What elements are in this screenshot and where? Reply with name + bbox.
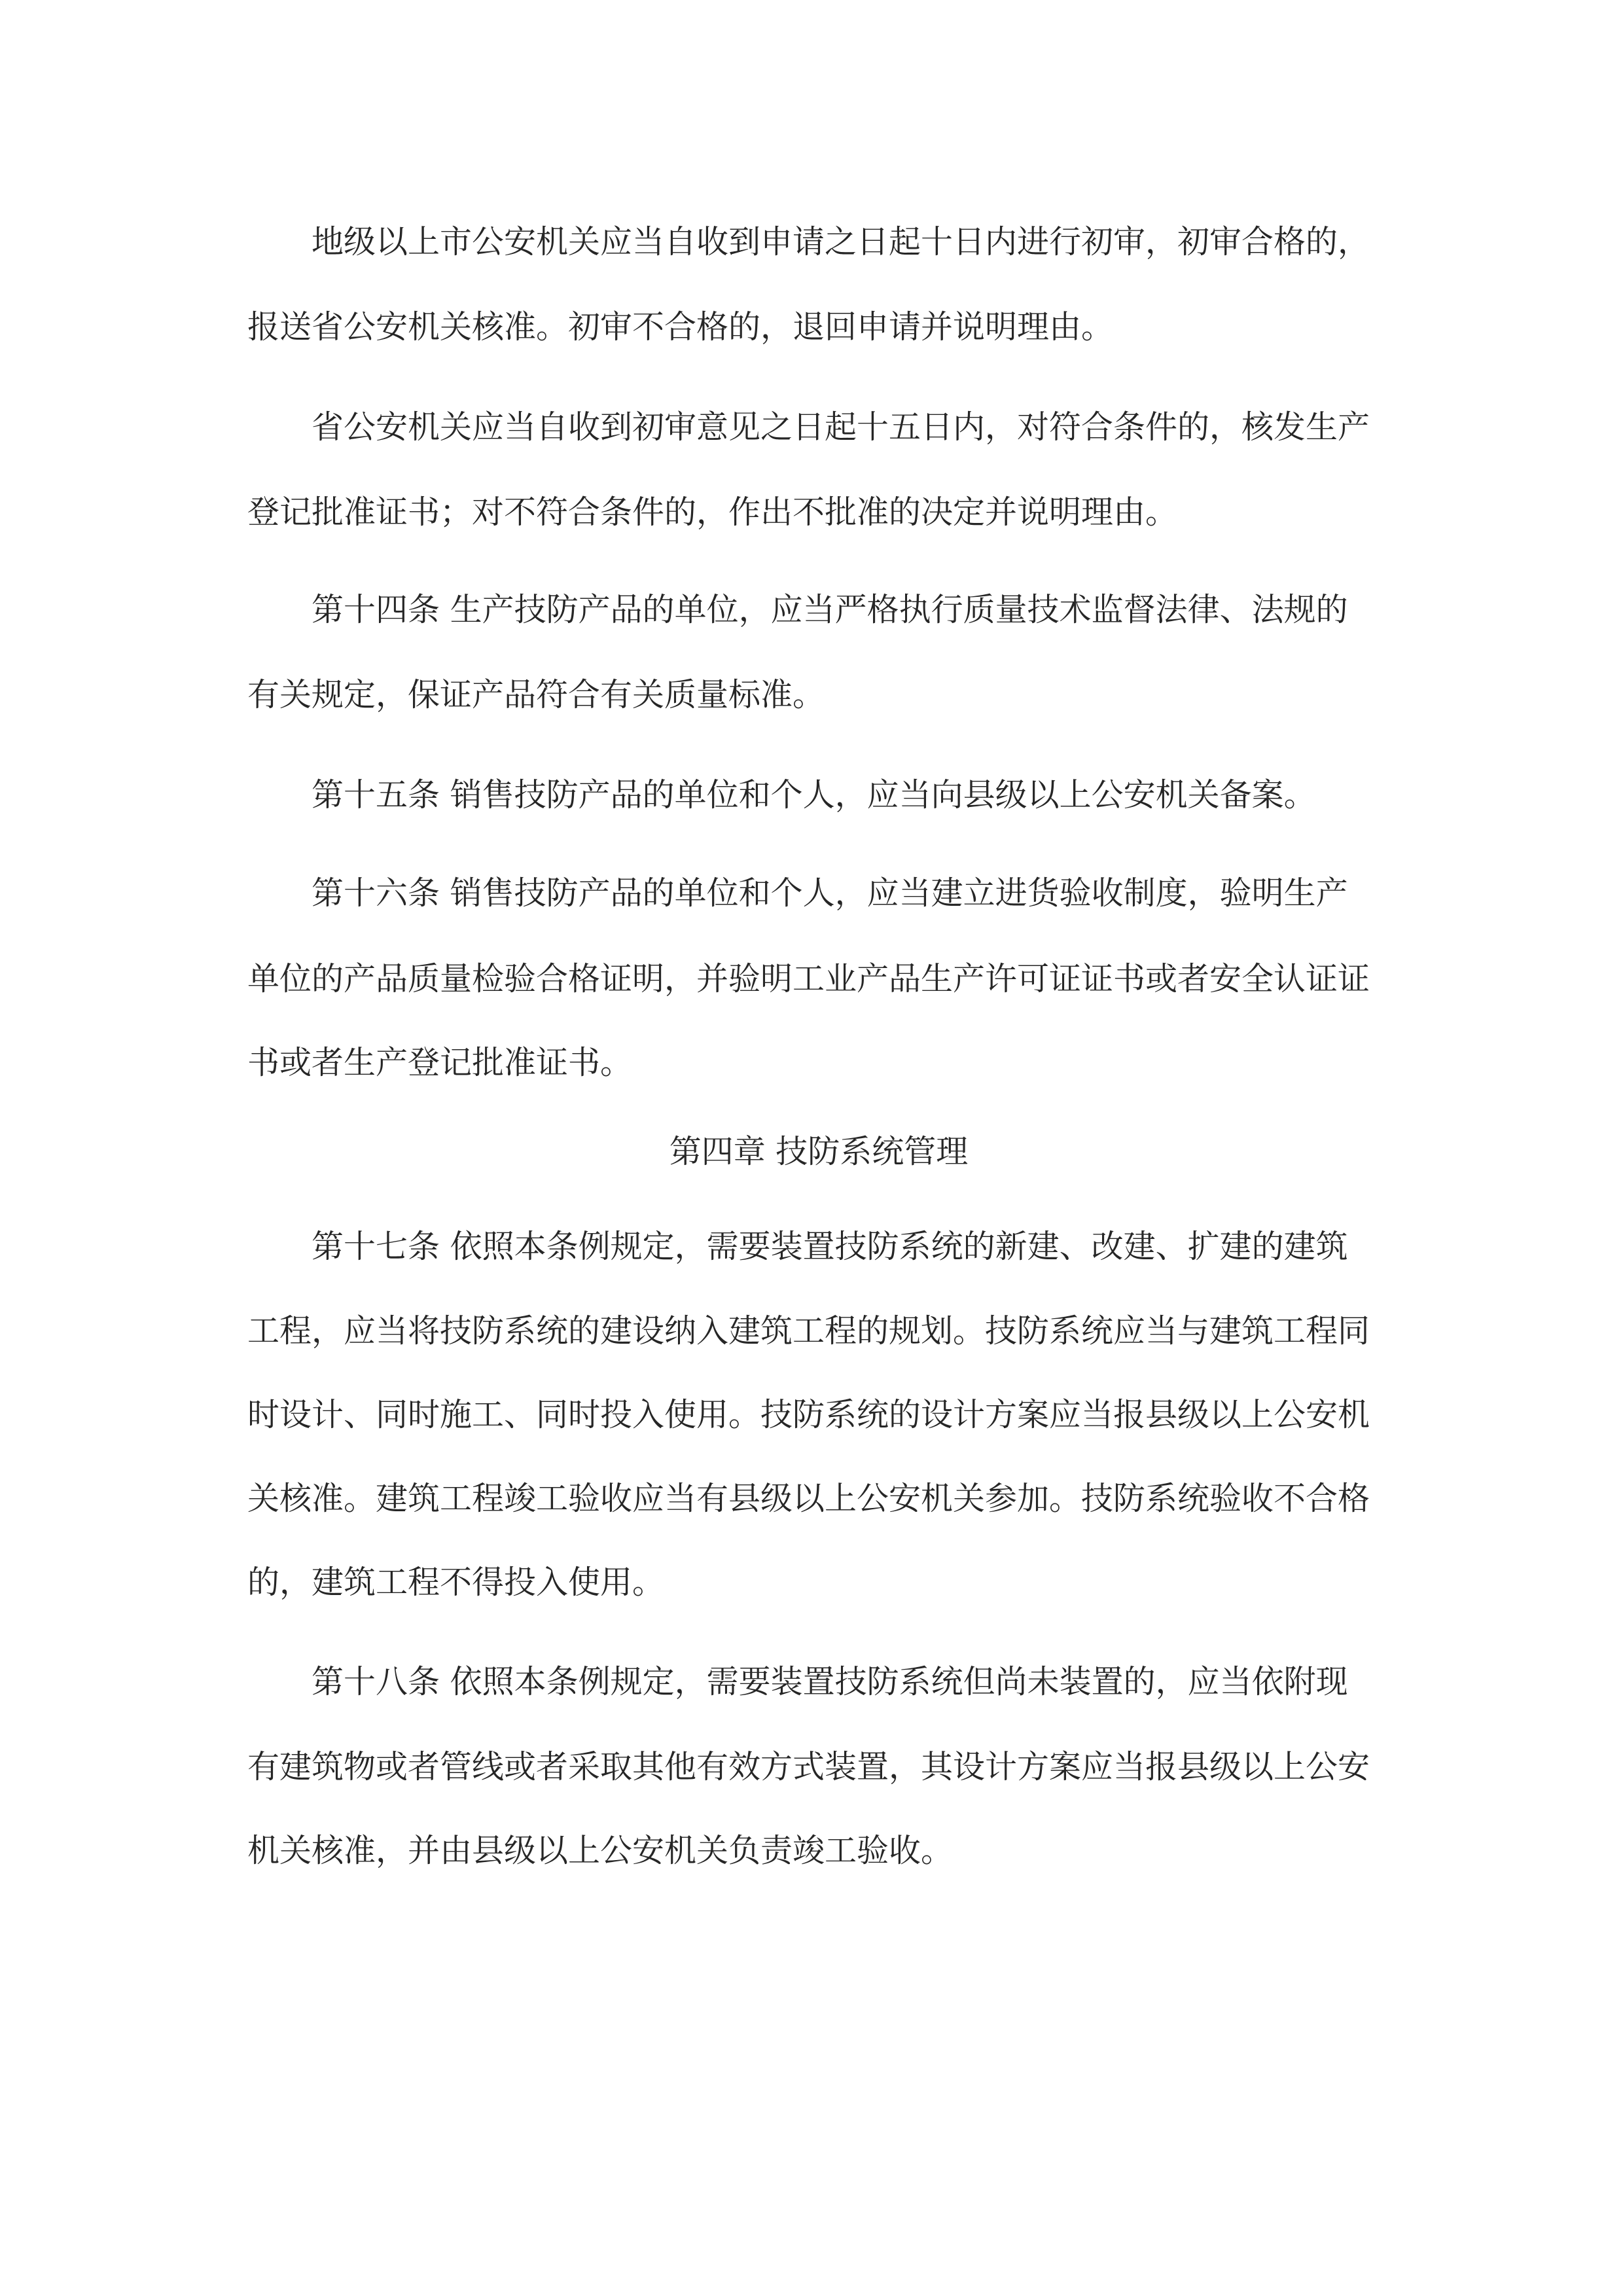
text-line: 单位的产品质量检验合格证明，并验明工业产品生产许可证证书或者安全认证证 [247, 960, 1370, 997]
text-line: 工程，应当将技防系统的建设纳入建筑工程的规划。技防系统应当与建筑工程同 [247, 1312, 1370, 1350]
text-line: 有关规定，保证产品符合有关质量标准。 [247, 676, 825, 713]
text-line: 报送省公安机关核准。初审不合格的，退回申请并说明理由。 [247, 308, 1114, 346]
text-line: 机关核准，并由县级以上公安机关负责竣工验收。 [247, 1832, 954, 1869]
text-line: 登记批准证书；对不符合条件的，作出不批准的决定并说明理由。 [247, 493, 1178, 531]
article-17-line: 第十七条 依照本条例规定，需要装置技防系统的新建、改建、扩建的建筑 [312, 1228, 1348, 1265]
text-line: 关核准。建筑工程竣工验收应当有县级以上公安机关参加。技防系统验收不合格 [247, 1480, 1370, 1517]
article-16-line: 第十六条 销售技防产品的单位和个人，应当建立进货验收制度，验明生产 [312, 874, 1348, 912]
text-line: 有建筑物或者管线或者采取其他有效方式装置，其设计方案应当报县级以上公安 [247, 1748, 1370, 1785]
text-line: 省公安机关应当自收到初审意见之日起十五日内，对符合条件的，核发生产 [312, 408, 1370, 446]
text-line: 地级以上市公安机关应当自收到申请之日起十日内进行初审，初审合格的， [312, 223, 1370, 260]
text-line: 书或者生产登记批准证书。 [247, 1044, 633, 1081]
article-15-line: 第十五条 销售技防产品的单位和个人，应当向县级以上公安机关备案。 [312, 776, 1316, 814]
text-line: 的，建筑工程不得投入使用。 [247, 1564, 665, 1601]
article-14-line: 第十四条 生产技防产品的单位，应当严格执行质量技术监督法律、法规的 [312, 591, 1348, 628]
chapter-heading: 第四章 技防系统管理 [669, 1133, 969, 1170]
text-line: 时设计、同时施工、同时投入使用。技防系统的设计方案应当报县级以上公安机 [247, 1396, 1370, 1433]
article-18-line: 第十八条 依照本条例规定，需要装置技防系统但尚未装置的，应当依附现 [312, 1663, 1348, 1700]
